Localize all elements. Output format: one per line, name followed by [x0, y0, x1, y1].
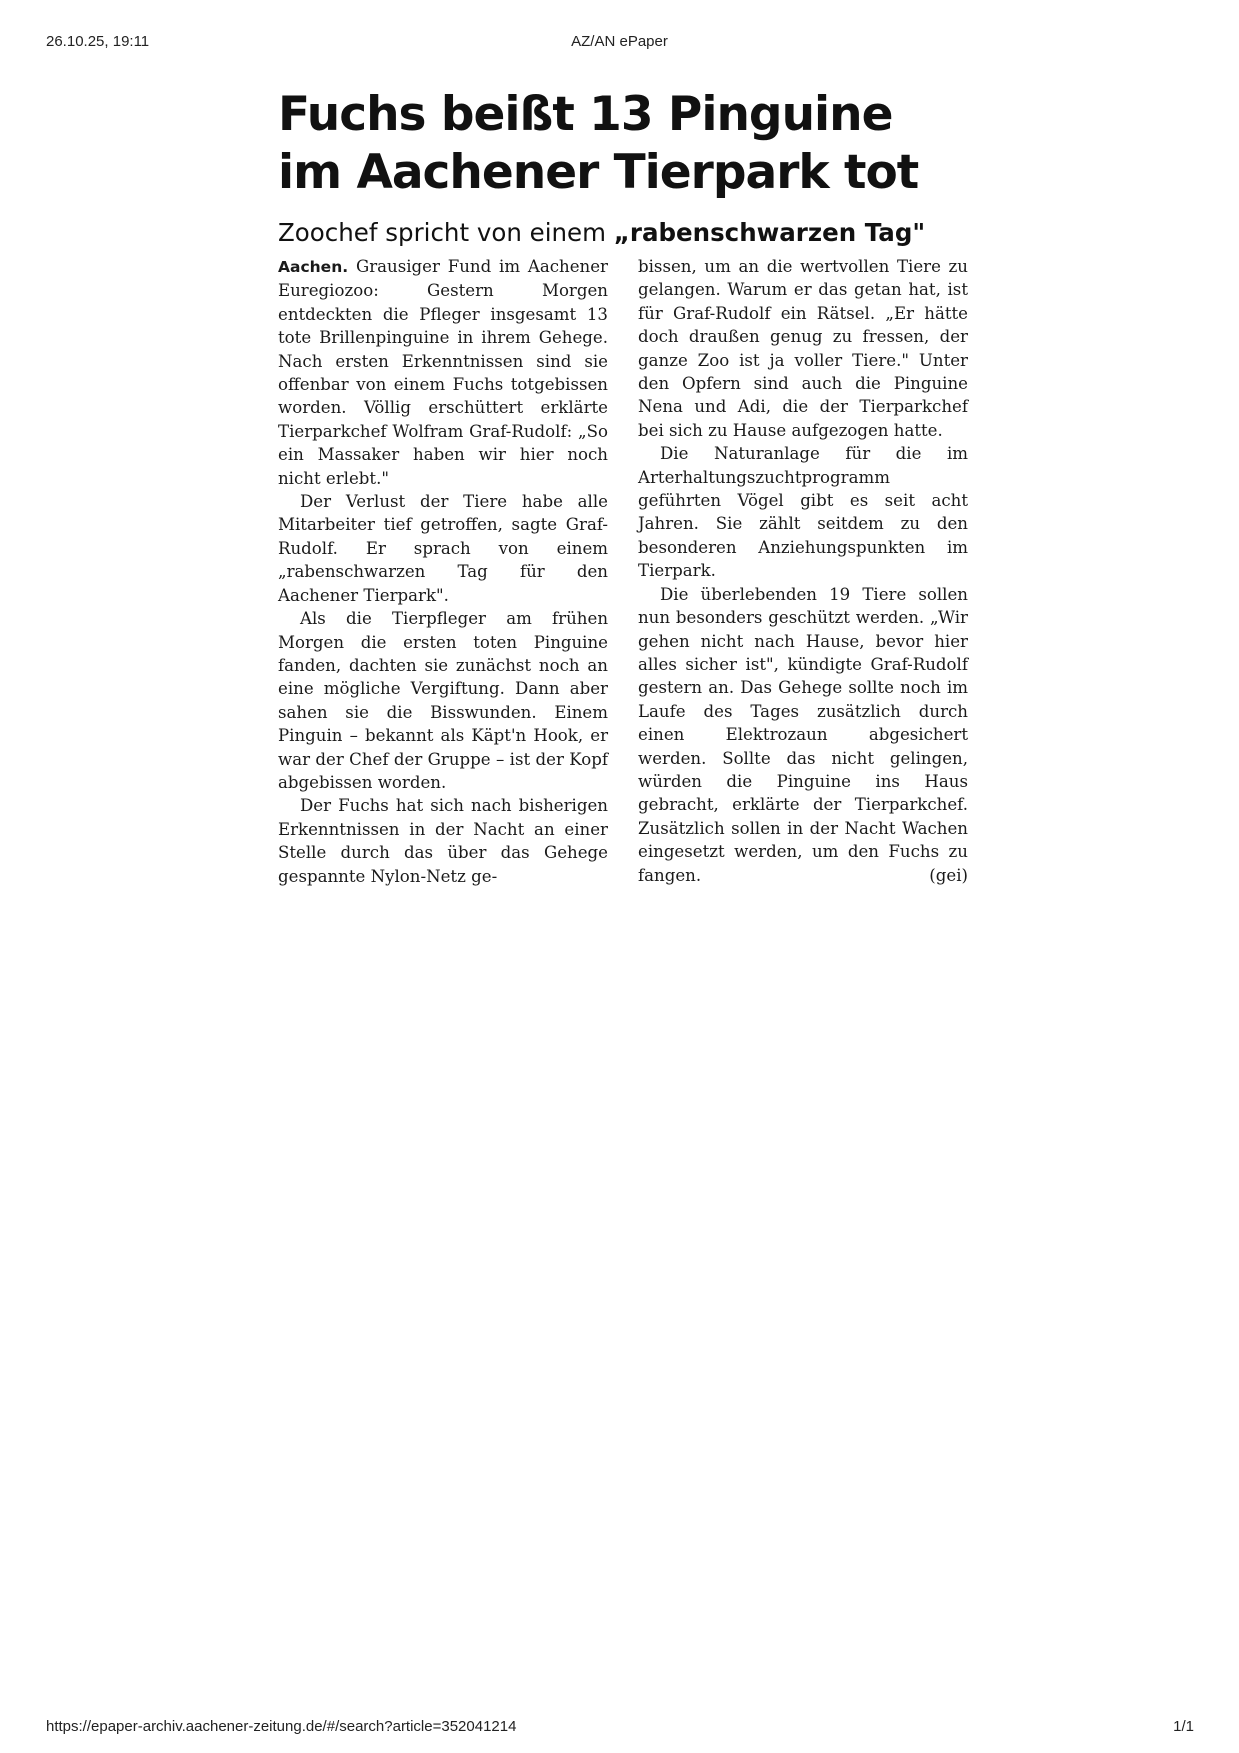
paragraph-text: Die überlebenden 19 Tiere sollen nun besonders geschützt werden. „Wir gehen nicht nach Hause, bevor hier alles sicher ist", kündigte Graf-Rudolf gestern an. Das Gehege sollte noch im Laufe des Tages zusätzlich durch einen Elektrozaun abgesichert werden. Sollte das nicht gelingen, würden die Pinguine ins Haus gebracht, erklärte der Tierparkchef. Zusätzlich sollen in der Nacht Wachen eingesetzt werden, um den Fuchs zu fangen. [638, 584, 968, 885]
subheadline-lead: Zoochef spricht von einem [278, 218, 614, 247]
paragraph [278, 255, 608, 490]
subheadline-quote: „rabenschwarzen Tag" [613, 218, 926, 247]
source-url: https://epaper-archiv.aachener-zeitung.de/#/search?article=352041214 [46, 1718, 517, 1735]
paragraph: Der Verlust der Tiere habe alle Mitarbeiter tief getroffen, sagte Graf-Rudolf. Er sprach von einem „rabenschwarzen Tag für den Aachener Tierpark". [278, 492, 608, 605]
column-right [638, 255, 968, 888]
print-datetime: 26.10.25, 19:11 [46, 33, 150, 50]
paragraph: Der Fuchs hat sich nach bisherigen Erkenntnissen in der Nacht an einer Stelle durch das über das Gehege gespannte Nylon-Netz ge- [278, 796, 608, 886]
article [278, 86, 968, 888]
paragraph: Als die Tierpfleger am frühen Morgen die ersten toten Pinguine fanden, dachten sie zunächst noch an eine mögliche Vergiftung. Dann aber sahen sie die Bisswunden. Einem Pinguin – bekannt als Käpt'n Hook, er war der Chef der Gruppe – ist der Kopf abgebissen worden. [278, 609, 608, 792]
headline: Fuchs beißt 13 Pinguine im Aachener Tierpark tot [278, 87, 919, 200]
column-left [278, 255, 608, 888]
author-signature: (gei) [929, 865, 968, 885]
print-title: AZ/AN ePaper [571, 33, 668, 50]
page-number: 1/1 [1173, 1718, 1194, 1735]
paragraph: bissen, um an die wertvollen Tiere zu gelangen. Warum er das getan hat, ist für Graf-Rudolf ein Rätsel. „Er hätte doch draußen genug zu fressen, der ganze Zoo ist ja voller Tiere." Unter den Opfern sind auch die Pinguine Nena und Adi, die der Tierparkchef bei sich zu Hause aufgezogen hatte. [638, 257, 968, 440]
paragraph-text: Grausiger Fund im Aachener Euregiozoo: Gestern Morgen entdeckten die Pfleger insgesamt 13 tote Brillenpinguine in ihrem Gehege. Nach ersten Erkenntnissen sind sie offenbar von einem Fuchs totgebissen worden. Völlig erschüttert erklärte Tierparkchef Wolfram Graf-Rudolf: „So ein Massaker haben wir hier noch nicht erlebt." [278, 257, 608, 488]
article-body [278, 255, 968, 888]
paragraph [638, 583, 968, 887]
subheadline [278, 218, 968, 248]
dateline: Aachen. [278, 258, 349, 276]
paragraph: Die Naturanlage für die im Arterhaltungszuchtprogramm geführten Vögel gibt es seit acht Jahren. Sie zählt seitdem zu den besonderen Anziehungspunkten im Tierpark. [638, 444, 968, 581]
